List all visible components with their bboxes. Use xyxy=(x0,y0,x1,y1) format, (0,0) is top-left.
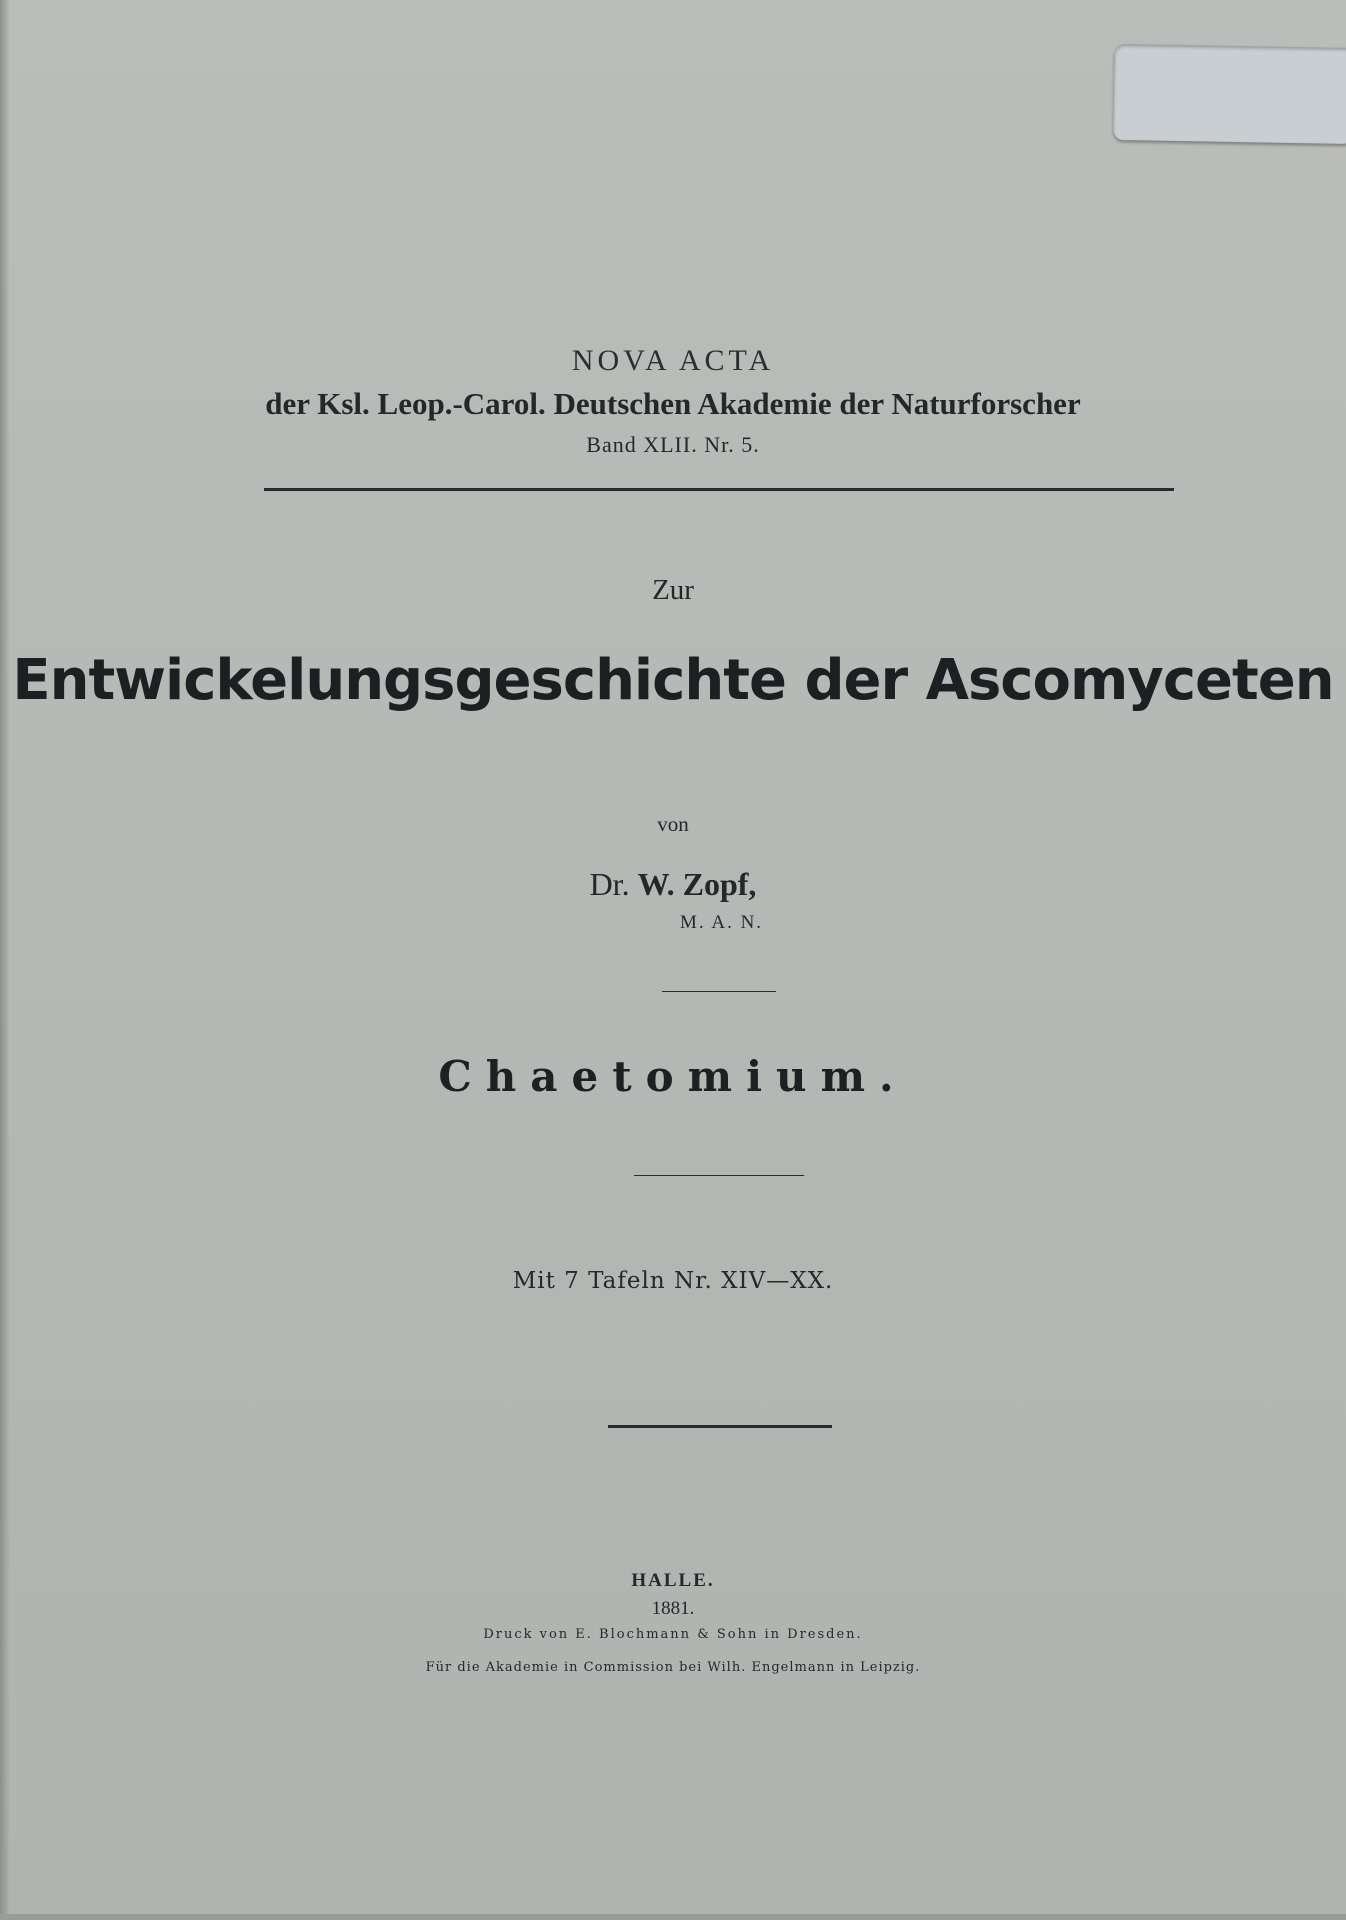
volume-number: Band XLII. Nr. 5. xyxy=(586,432,760,457)
short-rule-2 xyxy=(634,1175,804,1176)
author-degree: M. A. N. xyxy=(680,912,764,933)
plates-note: Mit 7 Tafeln Nr. XIV—XX. xyxy=(512,1268,834,1294)
academy-name: der Ksl. Leop.-Carol. Deutschen Akademie der Naturforscher xyxy=(265,386,1081,421)
subject-title: Chaetomium. xyxy=(438,1052,908,1101)
pasted-label xyxy=(1113,44,1346,144)
imprint-printer: Druck von E. Blochmann & Sohn in Dresden. xyxy=(483,1627,863,1642)
author-line xyxy=(0,866,1346,903)
short-rule-1 xyxy=(662,991,776,992)
author-honorific: Dr. xyxy=(589,866,630,902)
imprint-commission: Für die Akademie in Commission bei Wilh. Engelmann in Leipzig. xyxy=(425,1660,921,1675)
author-name: W. Zopf, xyxy=(637,866,757,902)
main-title: Entwickelungsgeschichte der Ascomyceten xyxy=(12,648,1334,713)
page-bottom-edge xyxy=(0,1914,1346,1920)
title-prefix: Zur xyxy=(652,574,694,606)
imprint-rule xyxy=(608,1425,832,1428)
series-title: NOVA ACTA xyxy=(571,344,775,377)
imprint-year: 1881. xyxy=(651,1598,695,1619)
imprint-city: HALLE. xyxy=(631,1570,715,1591)
author-by: von xyxy=(657,812,689,836)
header-rule xyxy=(264,488,1174,491)
